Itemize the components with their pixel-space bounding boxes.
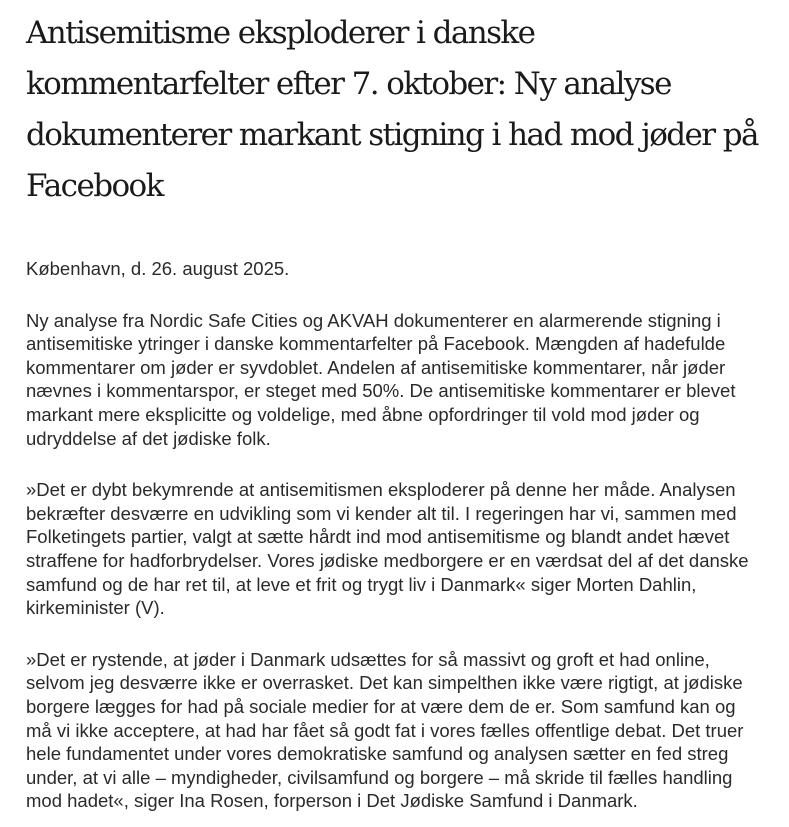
article-headline: Antisemitisme eksploderer i danske kommentarfelter efter 7. oktober: Ny analyse dokumenterer markant stigning i had mod jøder på Facebook [26,15,758,204]
article-paragraph-quote-rosen: »Det er rystende, at jøder i Danmark udsættes for så massivt og groft et had online, selvom jeg desværre ikke er overrasket. Det kan simpelthen ikke være rigtigt, at jødiske borgere lægges for had på sociale medier for at være dem de er. Som samfund kan og må vi ikke acceptere, at had har fået så godt fat i vores fælles offentlige debat. Det truer hele fundamentet under vores demokratiske samfund og analysen sætter en fed streg under, at vi alle – myndigheder, civilsamfund og borgere – må skride til fælles handling mod hadet«, siger Ina Rosen, forperson i Det Jødiske Samfund i Danmark. [26,648,744,812]
article-dateline: København, d. 26. august 2025. [26,258,290,279]
article-paragraph-intro: Ny analyse fra Nordic Safe Cities og AKVAH dokumenterer en alarmerende stigning i antisemitiske ytringer i danske kommentarfelter på Facebook. Mængden af hadefulde kommentarer om jøder er syvdoblet. Andelen af antisemitiske kommentarer, når jøder nævnes i kommentarspor, er steget med 50%. De antisemitiske kommentarer er blevet markant mere eksplicitte og voldelige, med åbne opfordringer til vold mod jøder og udryddelse af det jødiske folk. [26,309,736,449]
article-paragraph-quote-dahlin: »Det er dybt bekymrende at antisemitismen eksploderer på denne her måde. Analysen bekræfter desværre en udvikling som vi kender alt til. I regeringen har vi, sammen med Folketingets partier, valgt at sætte hårdt ind mod antisemitisme og blandt andet hævet straffene for hadforbrydelser. Vores jødiske medborgere er en værdsat del af det danske samfund og de har ret til, at leve et frit og trygt liv i Danmark« siger Morten Dahlin, kirkeminister (V). [26,479,749,619]
article [26,0,766,813]
